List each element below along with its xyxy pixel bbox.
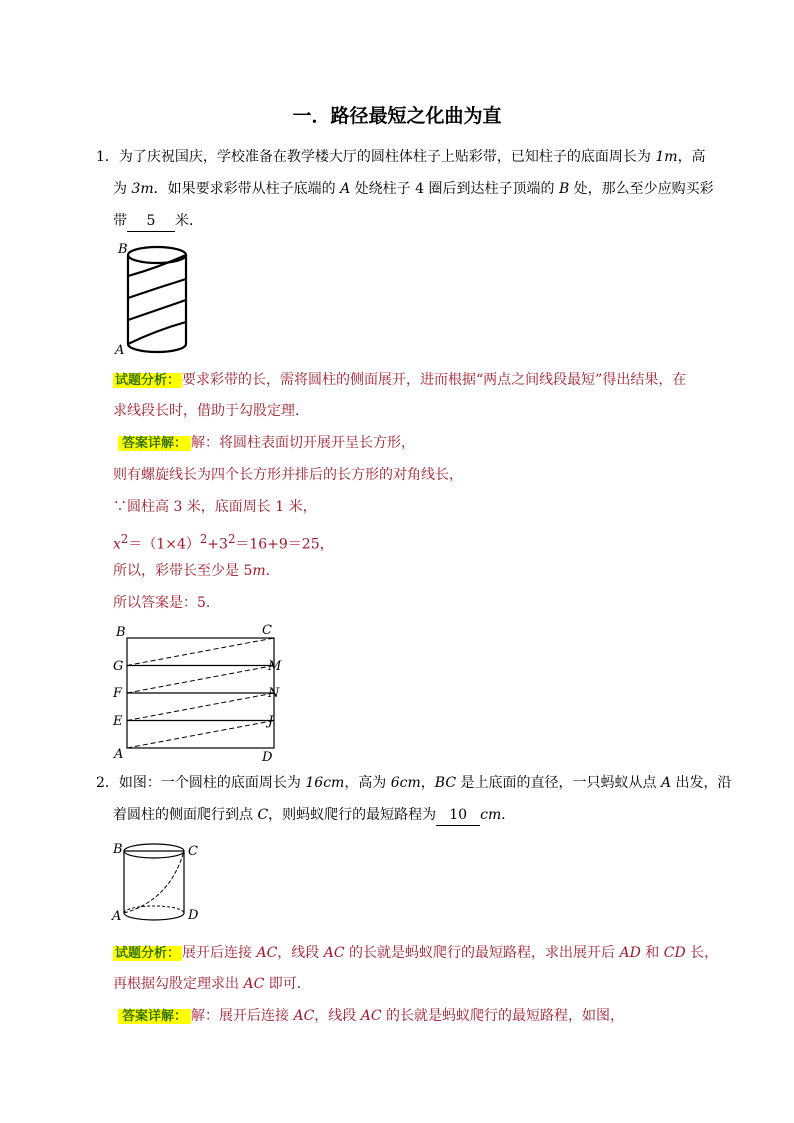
label-a: A <box>112 909 122 924</box>
q1-line-3 <box>113 211 203 232</box>
q2-line-2 <box>113 805 515 826</box>
q2-var: cm <box>480 807 502 823</box>
q2-text: ，高为 <box>344 775 391 791</box>
q2-text: ， <box>420 775 435 791</box>
label-b: B <box>113 842 123 857</box>
analysis-text: 要求彩带的长，需将圆柱的侧面展开，进而根据“两点之间线段最短”得出结果，在 <box>182 372 687 388</box>
q1-solution-line-6 <box>113 593 220 613</box>
analysis-text: 再根据勾股定理求出 <box>113 976 244 992</box>
analysis-text: 和 <box>640 945 664 961</box>
spiral-turn <box>128 279 186 298</box>
q1-var: A <box>340 181 351 197</box>
q1-text: 处，那么至少应购买彩 <box>569 181 714 197</box>
math-sup: 2 <box>199 532 208 546</box>
cylinder-bottom-arc <box>128 344 186 352</box>
solution-text: 5 <box>243 563 253 579</box>
cylinder-top-ellipse <box>128 247 186 263</box>
section-title: 一．路径最短之化曲为直 <box>292 105 502 127</box>
math-var: AC <box>243 976 265 992</box>
q1-answer-blank: 5 <box>127 211 175 232</box>
figure-spiral-cylinder <box>112 238 202 363</box>
spiral-turn <box>128 255 186 276</box>
spiral-turn <box>128 300 186 320</box>
q2-text: 着圆柱的侧面爬行到点 <box>113 807 258 823</box>
label-e: E <box>113 714 123 729</box>
math-sup: 2 <box>120 532 129 546</box>
math-sup: 2 <box>227 532 236 546</box>
math-var: AC <box>293 1008 315 1024</box>
solution-text: ，线段 <box>314 1008 361 1024</box>
q1-solution-line-3: ∵圆柱高 3 米，底面周长 1 米， <box>113 499 317 515</box>
answer-tag: 答案详解： <box>118 1009 191 1024</box>
solution-text: ． <box>205 595 220 611</box>
q1-number: 1． <box>96 149 119 165</box>
ant-path <box>124 851 184 913</box>
label-d: D <box>188 908 199 923</box>
diagonal-dashed <box>127 638 274 666</box>
q2-text: ． <box>501 807 516 823</box>
solution-text: 所以答案是： <box>113 595 197 611</box>
q1-text: 处绕柱子 4 圈后到达柱子顶端的 <box>350 181 559 197</box>
q2-solution-line-1 <box>118 1006 624 1027</box>
solution-text: 的长就是蚂蚁爬行的最短路程，如图， <box>381 1008 625 1024</box>
q2-line-1 <box>96 773 732 793</box>
solution-text: 所以，彩带长至少是 <box>113 563 244 579</box>
q1-var: B <box>558 181 570 197</box>
q1-text: 为 <box>113 181 132 197</box>
label-b: B <box>116 625 126 640</box>
math-text: ＝16+9＝25， <box>235 536 334 553</box>
label-a: A <box>115 343 125 358</box>
label-b: B <box>118 242 128 257</box>
q1-line-1 <box>96 147 706 167</box>
q1-solution-line-5 <box>113 561 280 581</box>
q2-text: 出发，沿 <box>671 775 732 791</box>
label-j: J <box>268 714 274 729</box>
label-c: C <box>262 623 272 638</box>
math-text: +3 <box>207 536 228 553</box>
q2-var: 16cm <box>305 775 345 791</box>
q1-solution-line-4 <box>113 529 334 555</box>
label-c: C <box>188 844 198 859</box>
q2-text: 如图：一个圆柱的底面周长为 <box>118 775 306 791</box>
label-f: F <box>113 686 123 701</box>
solution-text: ． <box>265 563 280 579</box>
figure-cylinder-path <box>110 838 210 928</box>
diagonal-dashed <box>127 721 274 749</box>
solution-text: 解：展开后连接 <box>191 1008 294 1024</box>
q2-var: BC <box>434 775 457 791</box>
q2-analysis-line-1 <box>113 943 718 964</box>
analysis-tag: 试题分析： <box>115 946 181 961</box>
label-n: N <box>268 686 280 701</box>
answer-tag: 答案详解： <box>118 436 191 451</box>
analysis-text: 的长就是蚂蚁爬行的最短路程，求出展开后 <box>344 945 620 961</box>
q1-text: 为了庆祝国庆，学校准备在教学楼大厅的圆柱体柱子上贴彩带，已知柱子的底面周长为 <box>118 149 656 165</box>
spiral-turn <box>128 322 186 344</box>
solution-text: 解：将圆柱表面切开展开呈长方形， <box>191 435 416 451</box>
math-var: AC <box>360 1008 382 1024</box>
q1-analysis-line-2: 求线段长时，借助于勾股定理． <box>113 403 309 419</box>
q1-text: 米． <box>175 213 203 229</box>
q2-var: C <box>257 807 269 823</box>
analysis-tag: 试题分析： <box>115 373 181 388</box>
label-m: M <box>268 659 282 674</box>
label-g: G <box>113 659 124 674</box>
figure-unrolled-rectangle <box>110 620 290 766</box>
math-var: m <box>252 563 266 579</box>
q2-number: 2． <box>96 775 119 791</box>
q1-analysis-line-1 <box>113 370 686 391</box>
q2-var: A <box>660 775 672 791</box>
analysis-text: 即可． <box>264 976 311 992</box>
q1-var: 1m <box>655 149 678 165</box>
math-var: x <box>113 536 121 553</box>
q1-var: 3m <box>131 181 154 197</box>
math-var: AC <box>256 945 278 961</box>
math-var: AC <box>323 945 345 961</box>
math-text: ＝（1×4） <box>128 536 200 553</box>
q1-solution-line-2: 则有螺旋线长为四个长方形并排后的长方形的对角线长， <box>113 467 463 483</box>
q1-text: ，高 <box>677 149 706 165</box>
math-var: CD <box>663 945 686 961</box>
q1-text: 带 <box>113 213 127 229</box>
label-d: D <box>262 750 273 765</box>
math-var: AD <box>619 945 641 961</box>
q1-solution-line-1 <box>118 433 415 454</box>
q2-var: 6cm <box>390 775 421 791</box>
analysis-text: ，线段 <box>277 945 324 961</box>
q2-text: ，则蚂蚁爬行的最短路程为 <box>268 807 437 823</box>
q2-answer-blank: 10 <box>436 805 480 826</box>
q2-analysis-line-2 <box>113 974 311 994</box>
cylinder-bottom-front <box>124 913 184 920</box>
q2-text: 是上底面的直径，一只蚂蚁从点 <box>456 775 661 791</box>
q1-text: ．如果要求彩带从柱子底端的 <box>153 181 341 197</box>
diagonal-dashed <box>127 666 274 694</box>
q1-line-2 <box>113 179 714 199</box>
diagonal-dashed <box>127 693 274 721</box>
solution-text: 5 <box>197 595 206 611</box>
label-a: A <box>114 747 124 762</box>
analysis-text: 长， <box>685 945 719 961</box>
analysis-text: 展开后连接 <box>182 945 257 961</box>
